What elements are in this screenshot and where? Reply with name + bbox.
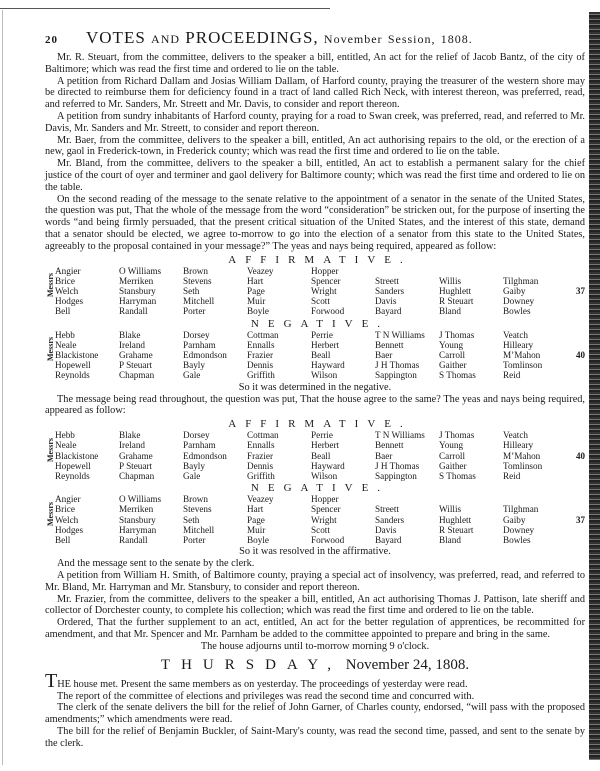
- member-name: Hayward: [311, 360, 345, 371]
- member-name: Reynolds: [55, 470, 90, 481]
- member-name: Dorsey: [183, 430, 210, 441]
- member-name: Grahame: [119, 349, 153, 360]
- scan-edge-right: [589, 12, 600, 760]
- member-name: Ennalls: [247, 339, 275, 350]
- vote-heading: NEGATIVE.: [250, 482, 390, 495]
- member-name: Beall: [311, 349, 331, 360]
- paragraph: The message being read throughout, the question was put, That the house agree to the same? The yeas and nays being required, appeared as follow:: [45, 393, 585, 417]
- member-name: Edmondson: [183, 349, 227, 360]
- vote-heading: NEGATIVE.: [250, 317, 390, 330]
- member-name: Cottman: [247, 430, 279, 441]
- member-name: Hopewell: [55, 460, 91, 471]
- vote-column: [503, 330, 567, 381]
- vote-2-negative: [45, 482, 585, 545]
- member-name: Harryman: [119, 524, 157, 535]
- member-name: Downey: [503, 524, 535, 535]
- body-text-2: [45, 558, 585, 641]
- member-name: Brice: [55, 275, 75, 286]
- paragraph: Mr. R. Steuart, from the committee, delivers to the speaker a bill, entitled, An act for the relief of Jacob Bantz, of the city of Baltimore; which was read the first time and ordered to lie on the table.: [45, 52, 585, 75]
- member-name: Gaither: [439, 460, 467, 471]
- vote-column: [55, 494, 119, 545]
- member-name: Merriken: [119, 504, 154, 515]
- member-name: Stansbury: [119, 285, 156, 296]
- member-name: Bowles: [503, 306, 531, 317]
- member-name: J H Thomas: [375, 460, 420, 471]
- member-name: Young: [439, 440, 464, 451]
- member-name: Frazier: [247, 450, 274, 461]
- member-name: Herbert: [311, 339, 340, 350]
- member-name: Hayward: [311, 460, 345, 471]
- vote-columns: [55, 266, 585, 317]
- vote-column: [183, 330, 247, 381]
- member-name: Chapman: [119, 370, 155, 381]
- drop-cap: T: [45, 669, 58, 692]
- member-name: Hughlett: [439, 285, 472, 296]
- member-name: Mitchell: [183, 524, 215, 535]
- member-name: Bland: [439, 535, 461, 545]
- title-votes: VOTES: [86, 28, 146, 47]
- member-name: P Steuart: [119, 460, 153, 471]
- member-name: Parnham: [183, 339, 216, 350]
- member-name: Hopewell: [55, 360, 91, 371]
- vote-column: [55, 266, 119, 317]
- paragraph: A petition from sundry inhabitants of Harford county, praying for a road to Swan creek, was preferred, read, and referred to Mr. Davis, Mr. Sanders and Mr. Streett, to consider and report thereon.: [45, 110, 585, 134]
- member-name: Veatch: [503, 329, 528, 340]
- member-name: J Thomas: [439, 329, 475, 340]
- paragraph-text: HE house met. Present the same members as on yesterday. The proceedings of yesterday were read.: [57, 678, 468, 690]
- vote-column: [439, 430, 503, 481]
- vote-column: [55, 430, 119, 481]
- member-name: O Williams: [119, 494, 162, 505]
- member-name: Gaiby: [503, 514, 526, 525]
- member-name: M’Mahon: [503, 349, 541, 360]
- paragraph: The bill for the relief of Benjamin Buckler, of Saint-Mary's county, was read the second time, passed, and sent to the senate by the clerk.: [45, 725, 585, 749]
- member-name: Reid: [503, 470, 521, 481]
- vote-column: [375, 276, 439, 317]
- vote-column: [375, 330, 439, 381]
- member-name: Tilghman: [503, 275, 539, 286]
- member-name: Dorsey: [183, 329, 210, 340]
- paragraph: A petition from Richard Dallam and Josias William Dallam, of Harford county, praying the treasurer of the western shore may be directed to reimburse them for deficiency found in a tract of land called Rich Neck, with interest thereon, was preferred, read, and referred to Mr. Sanders, Mr. Streett and Mr. Davis, to consider and report thereon.: [45, 75, 585, 111]
- vote-column: [119, 430, 183, 481]
- member-name: Dennis: [247, 460, 274, 471]
- member-name: Bennett: [375, 440, 404, 451]
- member-name: Bowles: [503, 535, 531, 545]
- member-name: Randall: [119, 535, 148, 545]
- member-name: Seth: [183, 285, 200, 296]
- messrs-label: Messrs: [45, 273, 55, 298]
- vote-1-negative: [45, 318, 585, 381]
- member-name: Blake: [119, 329, 141, 340]
- paragraph: On the second reading of the message to the senate relative to the appointment of a senator in the senate of the United States, the question was put, That the whole of the message from the word “consideration” be stricken out, for the purpose of inserting the words “and being firmly persuaded, that the present critical situation of the United States, and the interest of this state, demand that a senator should be elected, we agree to-morrow to go into the election of a senator from this state to the United States, agreeably to the proposal contained in your message?” The yeas and nays being required, appeared as follow:: [45, 193, 585, 252]
- member-name: Frazier: [247, 349, 274, 360]
- messrs-column: [45, 418, 55, 481]
- vote-column: [247, 494, 311, 545]
- member-name: Sappington: [375, 470, 417, 481]
- member-name: Carroll: [439, 349, 466, 360]
- member-name: Blackistone: [55, 349, 99, 360]
- member-name: Veatch: [503, 430, 528, 441]
- member-name: Hebb: [55, 430, 75, 441]
- member-name: Ireland: [119, 440, 146, 451]
- body-text-mid: [45, 394, 585, 418]
- vote-columns: [55, 430, 585, 481]
- vote-column: [183, 266, 247, 317]
- member-name: J H Thomas: [375, 360, 420, 371]
- vote-column: [119, 330, 183, 381]
- messrs-label: Messrs: [45, 501, 55, 526]
- member-name: Porter: [183, 535, 206, 545]
- paragraph: And the message sent to the senate by the clerk.: [57, 558, 255, 570]
- vote-column: [503, 504, 567, 545]
- member-name: Willis: [439, 275, 462, 286]
- member-name: Hebb: [55, 329, 75, 340]
- member-name: Parnham: [183, 440, 216, 451]
- vote-column: [183, 494, 247, 545]
- member-name: Boyle: [247, 535, 269, 545]
- vote-column: [311, 494, 375, 545]
- member-name: Blake: [119, 430, 141, 441]
- vote-column: [375, 504, 439, 545]
- paragraph: The clerk of the senate delivers the bill for the relief of John Garner, of Charles county, endorsed, “will pass with the proposed amendments;” which amendments were read.: [45, 702, 585, 726]
- vote-column: [247, 266, 311, 317]
- member-name: Young: [439, 339, 464, 350]
- member-name: Wilson: [311, 470, 338, 481]
- member-name: Davis: [375, 296, 397, 307]
- messrs-column: [45, 318, 55, 381]
- member-name: Page: [247, 285, 265, 296]
- page: [45, 0, 585, 756]
- page-header: [45, 28, 585, 48]
- member-name: Bennett: [375, 339, 404, 350]
- member-name: Carroll: [439, 450, 466, 461]
- member-name: Perrie: [311, 430, 333, 441]
- member-name: Blackistone: [55, 450, 99, 461]
- vote-total: 37: [576, 285, 585, 296]
- title-and: AND: [151, 32, 181, 46]
- paragraph: Mr. Bland, from the committee, delivers to the speaker a bill, entitled, An act to establish a permanent salary for the chief justice of the court of oyer and terminer and gaol delivery for Baltimore county; which was read the first time and ordered to lie on the table.: [45, 158, 585, 193]
- member-name: Bland: [439, 306, 461, 317]
- member-name: Scott: [311, 524, 330, 535]
- vote-body: [55, 482, 585, 545]
- member-name: Baer: [375, 349, 393, 360]
- member-name: Wright: [311, 514, 337, 525]
- member-name: Spencer: [311, 275, 341, 286]
- vote-2-affirmative: [45, 418, 585, 481]
- weekday: THURSDAY,: [160, 656, 343, 673]
- member-name: Gaither: [439, 360, 467, 371]
- member-name: Neale: [55, 440, 77, 451]
- member-name: Hilleary: [503, 440, 534, 451]
- paragraph: The report of the committee of elections and privileges was read the second time and concurred with.: [57, 690, 475, 702]
- vote-column: [119, 494, 183, 545]
- scan-edge-left: [2, 10, 3, 765]
- member-name: Wilson: [311, 370, 338, 381]
- member-name: Davis: [375, 524, 397, 535]
- messrs-column: [45, 482, 55, 545]
- member-name: Page: [247, 514, 265, 525]
- vote-columns: [55, 494, 585, 545]
- member-name: Hopper: [311, 265, 339, 276]
- member-name: Seth: [183, 514, 200, 525]
- member-name: Gaiby: [503, 285, 526, 296]
- member-name: Reynolds: [55, 370, 90, 381]
- date: November 24,: [345, 656, 432, 673]
- member-name: Tomlinson: [503, 360, 543, 371]
- title-year: 1808.: [440, 32, 473, 46]
- vote-body: [55, 254, 585, 317]
- paragraph: Ordered, That the further supplement to an act, entitled, An act for the better regulation of apprentices, be recommitted for amendment, and that Mr. Spencer and Mr. Parnham be added to the committee appointed to prepare and bring in the same.: [45, 617, 585, 640]
- member-name: Hart: [247, 504, 264, 515]
- vote-1-result: So it was determined in the negative.: [238, 381, 392, 393]
- member-name: Welch: [55, 514, 79, 525]
- member-name: Brown: [183, 494, 209, 505]
- member-name: Reid: [503, 370, 521, 381]
- body-text-3: [45, 669, 585, 750]
- member-name: Spencer: [311, 504, 341, 515]
- member-name: Bell: [55, 306, 71, 317]
- member-name: Forwood: [311, 306, 345, 317]
- vote-column: [439, 276, 503, 317]
- messrs-label: Messrs: [45, 337, 55, 362]
- paragraph: Mr. Baer, from the committee, delivers to the speaker a bill, entitled, An act authorising repairs to the old, or the erection of a new, gaol in Frederick-town, in Frederick county; which was read the first time and ordered to lie on the table.: [45, 134, 585, 158]
- member-name: Wright: [311, 285, 337, 296]
- page-number: 20: [45, 34, 58, 46]
- vote-column: [375, 430, 439, 481]
- member-name: Stevens: [183, 504, 212, 515]
- member-name: Merriken: [119, 275, 154, 286]
- title-proceedings: PROCEEDINGS,: [185, 28, 319, 47]
- vote-heading: AFFIRMATIVE.: [228, 253, 412, 266]
- member-name: Veazey: [247, 494, 274, 505]
- member-name: S Thomas: [439, 470, 476, 481]
- member-name: Streett: [375, 504, 399, 515]
- member-name: Forwood: [311, 535, 345, 545]
- member-name: Gale: [183, 470, 201, 481]
- body-text-1: [45, 52, 585, 253]
- vote-body: [55, 318, 585, 381]
- member-name: Edmondson: [183, 450, 227, 461]
- member-name: Ennalls: [247, 440, 275, 451]
- member-name: Muir: [247, 296, 266, 307]
- member-name: J Thomas: [439, 430, 475, 441]
- member-name: Cottman: [247, 329, 279, 340]
- member-name: Welch: [55, 285, 79, 296]
- title-month: November: [323, 32, 383, 46]
- vote-heading: AFFIRMATIVE.: [228, 418, 412, 431]
- paragraph: [45, 669, 585, 692]
- vote-column: [247, 430, 311, 481]
- member-name: Angier: [55, 265, 81, 276]
- member-name: Dennis: [247, 360, 274, 371]
- member-name: Bell: [55, 535, 71, 545]
- member-name: Downey: [503, 296, 535, 307]
- member-name: R Steuart: [439, 524, 474, 535]
- member-name: Harryman: [119, 296, 157, 307]
- member-name: T N Williams: [375, 329, 425, 340]
- vote-total: 37: [576, 514, 585, 525]
- member-name: P Steuart: [119, 360, 153, 371]
- year: 1808.: [435, 656, 470, 673]
- member-name: Bayly: [183, 460, 205, 471]
- member-name: Angier: [55, 494, 81, 505]
- messrs-column: [45, 254, 55, 317]
- member-name: Chapman: [119, 470, 155, 481]
- vote-column: [119, 266, 183, 317]
- vote-total: 40: [576, 349, 585, 360]
- member-name: Randall: [119, 306, 148, 317]
- vote-column: [311, 330, 375, 381]
- member-name: Hodges: [55, 524, 84, 535]
- member-name: T N Williams: [375, 430, 425, 441]
- messrs-label: Messrs: [45, 437, 55, 462]
- day-heading: [45, 656, 585, 674]
- paragraph: A petition from William H. Smith, of Baltimore county, praying a special act of insolvency, was preferred, read, and referred to Mr. Bland, Mr. Harryman and Mr. Stansbury, to consider and report thereon.: [45, 570, 585, 593]
- member-name: Baer: [375, 450, 393, 461]
- vote-column: [311, 430, 375, 481]
- member-name: Boyle: [247, 306, 269, 317]
- member-name: Ireland: [119, 339, 146, 350]
- vote-total: 40: [576, 450, 585, 461]
- member-name: Neale: [55, 339, 77, 350]
- member-name: Bayard: [375, 535, 402, 545]
- member-name: Veazey: [247, 265, 274, 276]
- member-name: Brown: [183, 265, 209, 276]
- vote-column: [503, 276, 567, 317]
- member-name: Grahame: [119, 450, 153, 461]
- member-name: Tomlinson: [503, 460, 543, 471]
- member-name: O Williams: [119, 265, 162, 276]
- member-name: M’Mahon: [503, 450, 541, 461]
- adjournment-line: The house adjourns until to-morrow morning 9 o'clock.: [200, 640, 430, 652]
- member-name: Mitchell: [183, 296, 215, 307]
- member-name: Hodges: [55, 296, 84, 307]
- vote-column: [439, 330, 503, 381]
- member-name: Sanders: [375, 285, 405, 296]
- vote-1-affirmative: [45, 254, 585, 317]
- member-name: Gale: [183, 370, 201, 381]
- vote-column: [311, 266, 375, 317]
- member-name: Willis: [439, 504, 462, 515]
- member-name: Muir: [247, 524, 266, 535]
- member-name: Hilleary: [503, 339, 534, 350]
- member-name: Stansbury: [119, 514, 156, 525]
- member-name: Brice: [55, 504, 75, 515]
- vote-column: [55, 330, 119, 381]
- member-name: Tilghman: [503, 504, 539, 515]
- title-session: Session,: [387, 32, 436, 46]
- member-name: Griffith: [247, 470, 275, 481]
- vote-column: [183, 430, 247, 481]
- member-name: R Steuart: [439, 296, 474, 307]
- vote-body: [55, 418, 585, 481]
- member-name: Perrie: [311, 329, 333, 340]
- member-name: Beall: [311, 450, 331, 461]
- paragraph: Mr. Frazier, from the committee, delivers to the speaker a bill, entitled, An act authorising Thomas J. Pattison, late sheriff and collector of Dorchester county, to complete his collection; which was read the first time and ordered to lie on the table.: [45, 593, 585, 617]
- member-name: Hart: [247, 275, 264, 286]
- member-name: Griffith: [247, 370, 275, 381]
- member-name: Sanders: [375, 514, 405, 525]
- member-name: Hopper: [311, 494, 339, 505]
- member-name: Herbert: [311, 440, 340, 451]
- running-title: [86, 28, 473, 48]
- member-name: Stevens: [183, 275, 212, 286]
- member-name: Hughlett: [439, 514, 472, 525]
- vote-columns: [55, 330, 585, 381]
- member-name: Streett: [375, 275, 399, 286]
- member-name: Porter: [183, 306, 206, 317]
- member-name: Bayly: [183, 360, 205, 371]
- member-name: Sappington: [375, 370, 417, 381]
- member-name: Scott: [311, 296, 330, 307]
- vote-column: [247, 330, 311, 381]
- member-name: Bayard: [375, 306, 402, 317]
- vote-column: [439, 504, 503, 545]
- vote-2-result: So it was resolved in the affirmative.: [239, 546, 391, 558]
- member-name: S Thomas: [439, 370, 476, 381]
- vote-column: [503, 430, 567, 481]
